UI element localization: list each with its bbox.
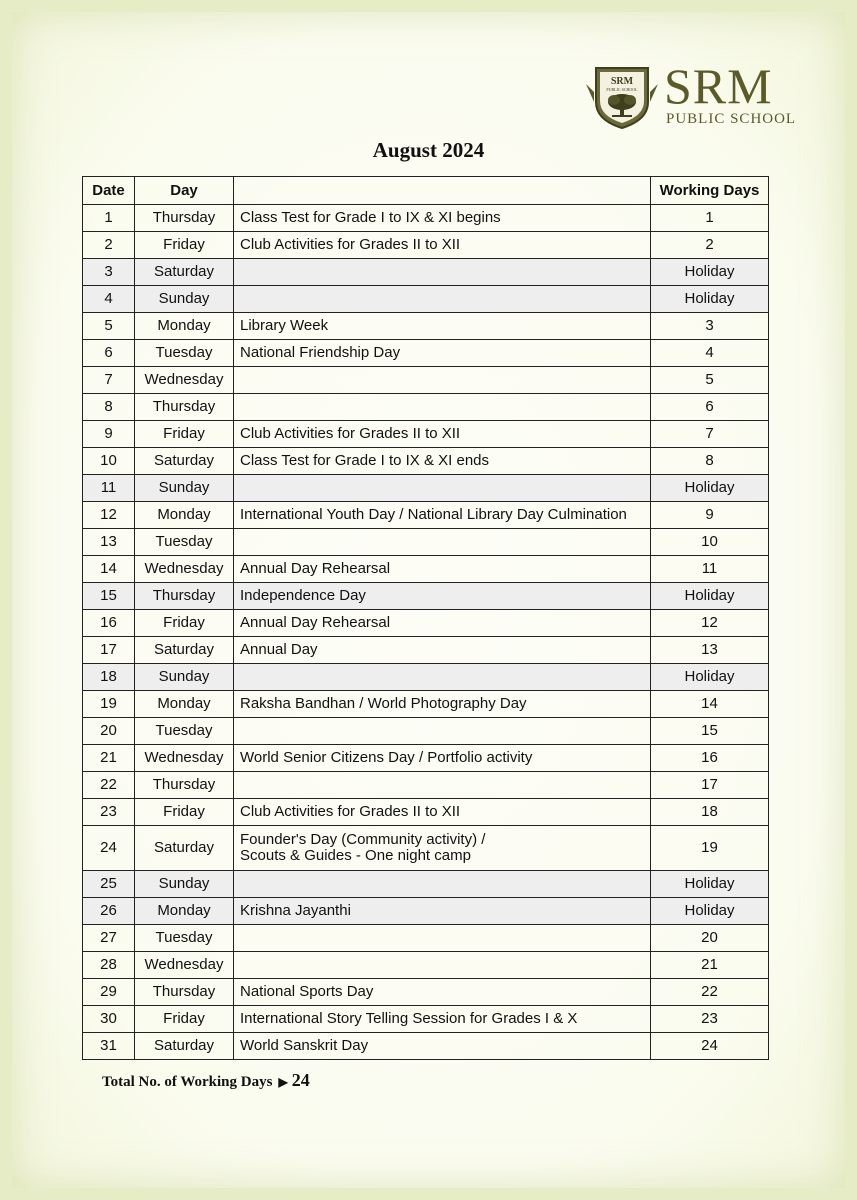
cell-working-days: Holiday [651, 259, 769, 286]
brand-name: SRM [664, 58, 773, 114]
cell-event [234, 799, 651, 826]
cell-working-days: 3 [651, 313, 769, 340]
cell-date: 22 [83, 772, 135, 799]
table-row [83, 529, 769, 556]
cell-working-days: 12 [651, 610, 769, 637]
cell-date: 5 [83, 313, 135, 340]
cell-day: Tuesday [135, 340, 234, 367]
cell-working-days: 24 [651, 1033, 769, 1060]
cell-day: Sunday [135, 475, 234, 502]
event-text: Class Test for Grade I to IX & XI begins [240, 209, 501, 226]
event-text: World Senior Citizens Day / Portfolio activity [240, 749, 533, 766]
table-row [83, 691, 769, 718]
cell-date: 24 [83, 826, 135, 871]
event-text: Club Activities for Grades II to XII [240, 425, 461, 442]
table-row [83, 583, 769, 610]
cell-day: Wednesday [135, 745, 234, 772]
cell-event [234, 205, 651, 232]
month-title: August 2024 [372, 138, 485, 162]
cell-date: 17 [83, 637, 135, 664]
cell-date: 31 [83, 1033, 135, 1060]
cell-date: 16 [83, 610, 135, 637]
table-header-row [83, 177, 769, 205]
cell-working-days: 4 [651, 340, 769, 367]
event-text: Class Test for Grade I to IX & XI ends [240, 452, 490, 469]
cell-day: Thursday [135, 583, 234, 610]
event-text: Founder's Day (Community activity) / [240, 831, 486, 848]
event-text: Club Activities for Grades II to XII [240, 803, 461, 820]
event-text: Independence Day [240, 587, 366, 604]
cell-date: 26 [83, 898, 135, 925]
cell-date: 4 [83, 286, 135, 313]
table-row [83, 925, 769, 952]
header-working-days: Working Days [651, 177, 769, 205]
table-row [83, 394, 769, 421]
event-text: Annual Day Rehearsal [240, 614, 391, 631]
cell-event [234, 871, 651, 898]
cell-date: 28 [83, 952, 135, 979]
cell-day: Sunday [135, 286, 234, 313]
table-row [83, 718, 769, 745]
table-row [83, 898, 769, 925]
event-text: World Sanskrit Day [240, 1037, 369, 1054]
cell-day: Friday [135, 1006, 234, 1033]
cell-working-days: Holiday [651, 286, 769, 313]
cell-day: Friday [135, 232, 234, 259]
cell-working-days: 19 [651, 826, 769, 871]
cell-event [234, 448, 651, 475]
cell-event [234, 664, 651, 691]
cell-date: 18 [83, 664, 135, 691]
cell-working-days: 21 [651, 952, 769, 979]
cell-working-days: 5 [651, 367, 769, 394]
cell-day: Sunday [135, 664, 234, 691]
cell-date: 29 [83, 979, 135, 1006]
table-row [83, 286, 769, 313]
table-row [83, 871, 769, 898]
table-row [83, 475, 769, 502]
cell-date: 6 [83, 340, 135, 367]
cell-day: Thursday [135, 205, 234, 232]
cell-event [234, 979, 651, 1006]
cell-day: Monday [135, 502, 234, 529]
table-row [83, 421, 769, 448]
table-row [83, 799, 769, 826]
cell-event [234, 286, 651, 313]
event-text: Raksha Bandhan / World Photography Day [240, 695, 527, 712]
event-text: International Story Telling Session for Grades I & X [240, 1010, 578, 1027]
table-row [83, 205, 769, 232]
cell-working-days: Holiday [651, 583, 769, 610]
event-text: Annual Day [240, 641, 318, 658]
header-date: Date [83, 177, 135, 205]
cell-date: 30 [83, 1006, 135, 1033]
event-text: Library Week [240, 317, 329, 334]
table-row [83, 313, 769, 340]
cell-event [234, 502, 651, 529]
table-row [83, 340, 769, 367]
cell-event [234, 826, 651, 871]
school-crest-icon [584, 62, 660, 130]
cell-event [234, 340, 651, 367]
event-text: Club Activities for Grades II to XII [240, 236, 461, 253]
cell-event [234, 367, 651, 394]
cell-day: Saturday [135, 259, 234, 286]
cell-day: Monday [135, 898, 234, 925]
cell-event [234, 637, 651, 664]
cell-working-days: 14 [651, 691, 769, 718]
cell-date: 2 [83, 232, 135, 259]
cell-working-days: 1 [651, 205, 769, 232]
cell-working-days: 8 [651, 448, 769, 475]
cell-day: Saturday [135, 826, 234, 871]
cell-event [234, 745, 651, 772]
cell-date: 20 [83, 718, 135, 745]
cell-event [234, 952, 651, 979]
cell-day: Friday [135, 610, 234, 637]
cell-date: 25 [83, 871, 135, 898]
cell-event [234, 475, 651, 502]
cell-working-days: 2 [651, 232, 769, 259]
table-row [83, 367, 769, 394]
cell-date: 12 [83, 502, 135, 529]
cell-date: 27 [83, 925, 135, 952]
event-text: Scouts & Guides - One night camp [240, 847, 471, 864]
crest-subtext: PUBLIC SCHOOL [606, 87, 638, 92]
cell-date: 1 [83, 205, 135, 232]
cell-date: 13 [83, 529, 135, 556]
event-text: International Youth Day / National Library Day Culmination [240, 506, 627, 523]
cell-event [234, 718, 651, 745]
cell-working-days: 18 [651, 799, 769, 826]
cell-day: Sunday [135, 871, 234, 898]
cell-event [234, 610, 651, 637]
cell-working-days: 16 [651, 745, 769, 772]
header-day: Day [135, 177, 234, 205]
table-row [83, 259, 769, 286]
cell-working-days: 17 [651, 772, 769, 799]
cell-day: Monday [135, 313, 234, 340]
event-text: Annual Day Rehearsal [240, 560, 391, 577]
cell-day: Tuesday [135, 718, 234, 745]
cell-event [234, 898, 651, 925]
table-row [83, 826, 769, 871]
cell-working-days: 10 [651, 529, 769, 556]
cell-working-days: 6 [651, 394, 769, 421]
cell-event [234, 691, 651, 718]
cell-event [234, 394, 651, 421]
cell-day: Friday [135, 799, 234, 826]
table-row [83, 556, 769, 583]
cell-working-days: 23 [651, 1006, 769, 1033]
table-row [83, 232, 769, 259]
cell-event [234, 556, 651, 583]
cell-day: Saturday [135, 637, 234, 664]
table-row [83, 772, 769, 799]
cell-event [234, 1006, 651, 1033]
cell-day: Tuesday [135, 925, 234, 952]
table-row [83, 1033, 769, 1060]
table-row [83, 664, 769, 691]
cell-working-days: 13 [651, 637, 769, 664]
cell-day: Wednesday [135, 367, 234, 394]
cell-day: Wednesday [135, 556, 234, 583]
cell-date: 14 [83, 556, 135, 583]
cell-working-days: Holiday [651, 871, 769, 898]
cell-event [234, 313, 651, 340]
cell-date: 9 [83, 421, 135, 448]
table-row [83, 745, 769, 772]
cell-event [234, 925, 651, 952]
crest-text: SRM [610, 76, 634, 87]
cell-event [234, 1033, 651, 1060]
cell-date: 3 [83, 259, 135, 286]
cell-working-days: 15 [651, 718, 769, 745]
cell-date: 21 [83, 745, 135, 772]
cell-day: Wednesday [135, 952, 234, 979]
cell-event [234, 583, 651, 610]
header-event [234, 177, 651, 205]
cell-event [234, 232, 651, 259]
event-text: National Sports Day [240, 983, 374, 1000]
total-label: Total No. of Working Days [102, 1074, 273, 1090]
cell-event [234, 772, 651, 799]
cell-day: Monday [135, 691, 234, 718]
cell-day: Thursday [135, 979, 234, 1006]
table-row [83, 502, 769, 529]
event-text: Krishna Jayanthi [240, 902, 351, 919]
cell-event [234, 529, 651, 556]
cell-date: 8 [83, 394, 135, 421]
cell-day: Friday [135, 421, 234, 448]
calendar-table [82, 176, 769, 1060]
event-text: National Friendship Day [240, 344, 401, 361]
cell-working-days: 9 [651, 502, 769, 529]
cell-day: Thursday [135, 772, 234, 799]
arrow-right-icon: ▶ [278, 1075, 288, 1089]
cell-working-days: Holiday [651, 898, 769, 925]
cell-day: Saturday [135, 1033, 234, 1060]
school-logo [584, 58, 804, 134]
cell-day: Tuesday [135, 529, 234, 556]
cell-working-days: 20 [651, 925, 769, 952]
cell-date: 11 [83, 475, 135, 502]
table-row [83, 610, 769, 637]
cell-date: 19 [83, 691, 135, 718]
table-row [83, 448, 769, 475]
calendar-body [83, 205, 769, 1060]
cell-date: 15 [83, 583, 135, 610]
cell-date: 7 [83, 367, 135, 394]
cell-day: Saturday [135, 448, 234, 475]
cell-event [234, 259, 651, 286]
calendar-page [12, 12, 845, 1188]
cell-working-days: 11 [651, 556, 769, 583]
cell-event [234, 421, 651, 448]
table-row [83, 637, 769, 664]
cell-working-days: 7 [651, 421, 769, 448]
cell-working-days: 22 [651, 979, 769, 1006]
cell-date: 23 [83, 799, 135, 826]
working-days-total [102, 1070, 310, 1091]
table-row [83, 979, 769, 1006]
brand-subtitle: PUBLIC SCHOOL [666, 111, 797, 127]
cell-date: 10 [83, 448, 135, 475]
table-row [83, 1006, 769, 1033]
cell-day: Thursday [135, 394, 234, 421]
cell-working-days: Holiday [651, 475, 769, 502]
table-row [83, 952, 769, 979]
cell-working-days: Holiday [651, 664, 769, 691]
total-value: 24 [291, 1070, 310, 1090]
